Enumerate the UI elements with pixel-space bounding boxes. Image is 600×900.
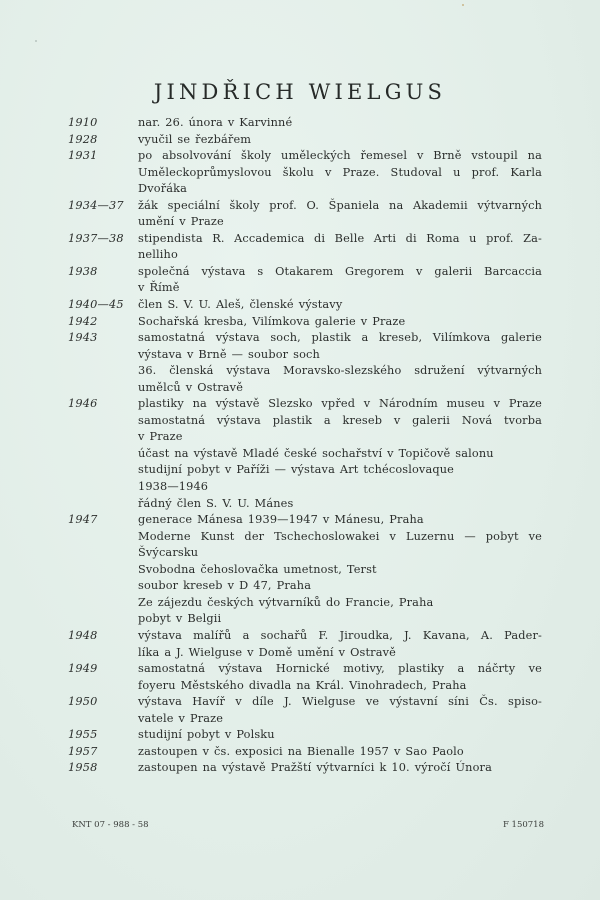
- entry-year: 1948: [68, 628, 98, 642]
- entry-line: v Praze: [138, 430, 183, 444]
- entry-year: 1928: [68, 132, 98, 146]
- entry-line: generace Mánesa 1939—1947 v Mánesu, Praha: [138, 513, 424, 527]
- entry-line: 36. členská výstava Moravsko-slezského sdružení výtvarných: [138, 364, 542, 378]
- entry-description: [138, 297, 542, 314]
- timeline-entry: [68, 198, 542, 231]
- entry-description: [138, 760, 542, 777]
- entry-line: samostatná výstava plastik a kreseb v galerii Nová tvorba: [138, 413, 542, 427]
- entry-line: řádný člen S. V. U. Mánes: [138, 496, 294, 510]
- entry-description: [138, 628, 542, 661]
- timeline-entry: [68, 744, 542, 761]
- entry-line: Dvořáka: [138, 182, 188, 196]
- timeline-entry: [68, 396, 542, 512]
- entry-line: Sochařská kresba, Vilímkova galerie v Praze: [138, 314, 406, 328]
- timeline-entry: [68, 760, 542, 777]
- entry-line: Svobodna čehoslovačka umetnost, Terst: [138, 562, 377, 576]
- timeline-entry: [68, 264, 542, 297]
- entry-line: Švýcarsku: [138, 546, 199, 560]
- entry-description: [138, 115, 542, 132]
- entry-year: 1937—38: [68, 231, 124, 245]
- entry-description: [138, 694, 542, 727]
- timeline-entry: [68, 314, 542, 331]
- entry-description: [138, 264, 542, 297]
- entry-line: umění v Praze: [138, 215, 224, 229]
- entry-year: 1949: [68, 662, 98, 676]
- entry-year: 1942: [68, 314, 98, 328]
- entry-description: [138, 727, 542, 744]
- entry-description: [138, 330, 542, 396]
- entry-year: 1940—45: [68, 298, 124, 312]
- entry-description: [138, 148, 542, 198]
- entry-year: 1934—37: [68, 198, 124, 212]
- entry-line: 1938—1946: [138, 480, 209, 494]
- entry-line: nar. 26. února v Karvinné: [138, 116, 293, 129]
- print-code-right: F 150718: [502, 820, 544, 830]
- print-footer: [72, 820, 544, 830]
- timeline-entry: [68, 330, 542, 396]
- timeline-entry: [68, 115, 542, 132]
- timeline-entry: [68, 231, 542, 264]
- entry-line: umělců v Ostravě: [138, 380, 244, 394]
- entry-line: samostatná výstava soch, plastik a kreseb, Vilímkova galerie: [138, 331, 542, 345]
- entry-line: pobyt v Belgii: [138, 612, 222, 626]
- paper-speck: [462, 4, 464, 6]
- entry-line: vatele v Praze: [138, 711, 224, 725]
- timeline-entry: [68, 132, 542, 149]
- entry-line: Ze zájezdu českých výtvarníků do Francie, Praha: [138, 595, 434, 609]
- entry-year: 1946: [68, 397, 98, 411]
- entry-description: [138, 231, 542, 264]
- entry-line: v Římě: [138, 281, 180, 295]
- timeline-entry: [68, 512, 542, 628]
- entry-year: 1950: [68, 695, 98, 709]
- entry-line: výstava v Brně — soubor soch: [138, 347, 320, 361]
- entry-line: nelliho: [138, 248, 178, 262]
- entry-description: [138, 744, 542, 761]
- entry-line: člen S. V. U. Aleš, členské výstavy: [138, 298, 343, 312]
- entry-description: [138, 396, 542, 512]
- entry-line: Uměleckoprůmyslovou školu v Praze. Studoval u prof. Karla: [138, 165, 542, 179]
- entry-year: 1910: [68, 116, 98, 129]
- entry-line: samostatná výstava Hornické motivy, plastiky a náčrty ve: [138, 662, 542, 676]
- page-title: JINDŘICH WIELGUS: [153, 80, 447, 105]
- entry-description: [138, 132, 542, 149]
- biography-timeline: [68, 115, 542, 777]
- entry-year: 1958: [68, 761, 98, 775]
- entry-description: [138, 512, 542, 628]
- entry-year: 1943: [68, 331, 98, 345]
- entry-line: po absolvování školy uměleckých řemesel v Brně vstoupil na: [138, 149, 542, 163]
- entry-line: zastoupen na výstavě Pražští výtvarníci k 10. výročí Února: [138, 761, 492, 775]
- entry-year: 1957: [68, 744, 98, 758]
- entry-line: foyeru Městského divadla na Král. Vinohradech, Praha: [138, 678, 467, 692]
- entry-line: Moderne Kunst der Tschechoslowakei v Luzernu — pobyt ve: [138, 529, 542, 543]
- entry-description: [138, 314, 542, 331]
- entry-line: soubor kreseb v D 47, Praha: [138, 579, 312, 593]
- print-code-left: KNT 07 - 988 - 58: [72, 820, 149, 830]
- entry-line: plastiky na výstavě Slezsko vpřed v Národním museu v Praze: [138, 397, 542, 411]
- entry-line: společná výstava s Otakarem Gregorem v galerii Barcaccia: [138, 264, 542, 278]
- entry-line: stipendista R. Accademica di Belle Arti di Roma u prof. Za-: [138, 231, 542, 245]
- entry-line: studijní pobyt v Polsku: [138, 728, 275, 742]
- timeline-entry: [68, 694, 542, 727]
- timeline-entry: [68, 297, 542, 314]
- timeline-entry: [68, 628, 542, 661]
- entry-description: [138, 198, 542, 231]
- timeline-entry: [68, 727, 542, 744]
- timeline-entry: [68, 661, 542, 694]
- entry-year: 1931: [68, 149, 98, 163]
- entry-line: výstava malířů a sochařů F. Jiroudka, J. Kavana, A. Pader-: [138, 628, 542, 642]
- entry-line: žák speciální školy prof. O. Španiela na Akademii výtvarných: [138, 198, 542, 212]
- entry-line: vyučil se řezbářem: [138, 132, 252, 146]
- entry-line: výstava Havíř v díle J. Wielguse ve výstavní síni Čs. spiso-: [138, 695, 542, 709]
- entry-description: [138, 661, 542, 694]
- entry-line: účast na výstavě Mladé české sochařství v Topičově salonu: [138, 446, 494, 460]
- entry-year: 1938: [68, 264, 98, 278]
- entry-line: studijní pobyt v Paříži — výstava Art tchécoslovaque: [138, 463, 454, 477]
- entry-line: zastoupen v čs. exposici na Bienalle 1957 v Sao Paolo: [138, 744, 464, 758]
- entry-year: 1955: [68, 728, 98, 742]
- paper-speck: [35, 40, 37, 42]
- entry-line: líka a J. Wielguse v Domě umění v Ostravě: [138, 645, 396, 659]
- timeline-entry: [68, 148, 542, 198]
- entry-year: 1947: [68, 513, 98, 527]
